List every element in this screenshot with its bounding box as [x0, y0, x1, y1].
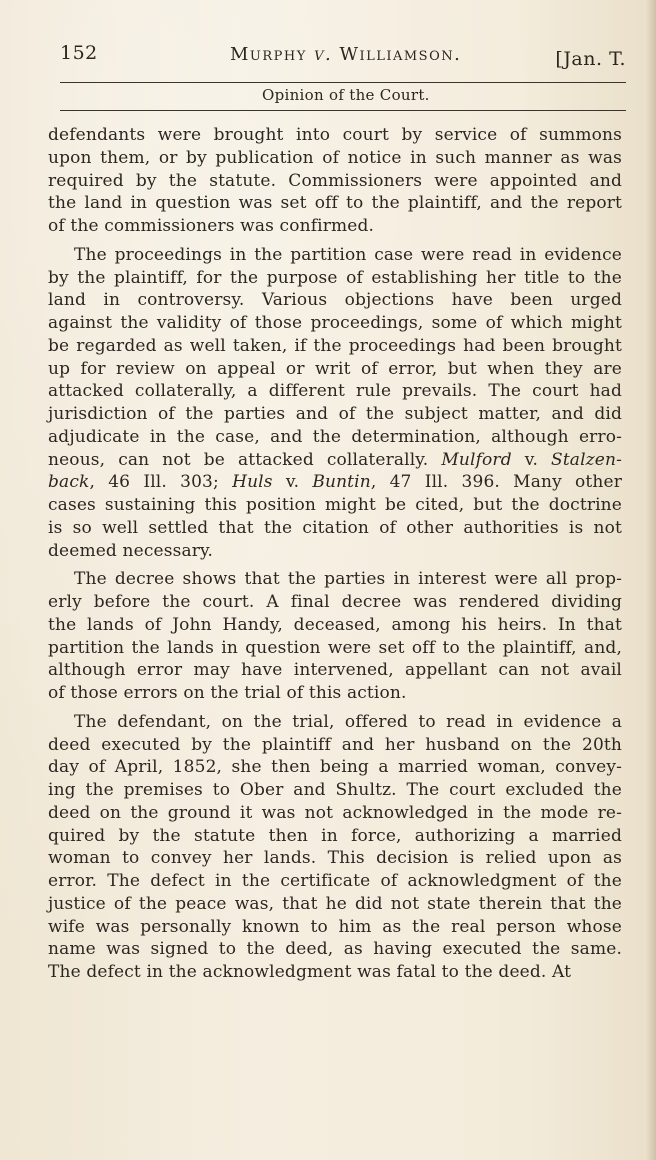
text-run: The proceedings in the partition case were read in evidence [74, 244, 622, 265]
text-run: The defect in the acknowledgment was fatal to the deed. At [48, 962, 572, 982]
text-line [48, 426, 622, 449]
text-run: v. [272, 472, 313, 493]
text-line [48, 637, 622, 660]
text-run: is so well settled that the citation of other authorities is not [48, 517, 622, 538]
case-citation-name: back [48, 472, 90, 493]
text-line [48, 961, 622, 984]
case-versus: v. [314, 44, 333, 65]
text-run: name was signed to the deed, as having executed the same. [48, 939, 622, 960]
text-run: of the commissioners was confirmed. [48, 216, 375, 236]
text-line [48, 403, 622, 426]
text-line [48, 289, 622, 312]
text-line [48, 591, 622, 614]
text-line [48, 192, 622, 215]
text-line [48, 244, 622, 267]
case-citation-name: Buntin [312, 472, 371, 493]
text-run: quired by the statute then in force, authorizing a married [48, 825, 622, 846]
text-line [48, 893, 622, 916]
text-line [48, 614, 622, 637]
section-heading: Opinion of the Court. [262, 86, 430, 104]
text-run: by the plaintiff, for the purpose of establishing her title to the [48, 267, 622, 288]
text-run: , 47 Ill. 396. Many other [370, 472, 622, 493]
text-run: ing the premises to Ober and Shultz. The court excluded the [48, 780, 622, 800]
text-run: wife was personally known to him as the real person whose [48, 916, 622, 937]
case-party-right: Williamson. [339, 44, 462, 65]
text-line [48, 267, 622, 290]
text-run: adjudicate in the case, and the determination, although erro- [48, 426, 622, 447]
text-line [48, 147, 622, 170]
text-run: cases sustaining this position might be cited, but the doctrine [48, 495, 622, 515]
text-run: be regarded as well taken, if the proceedings had been brought [48, 335, 622, 356]
text-line [48, 540, 622, 563]
text-line [48, 124, 622, 147]
running-head [60, 38, 626, 78]
text-run: attacked collaterally, a different rule prevails. The court had [48, 381, 622, 402]
text-line [48, 170, 622, 193]
text-line [48, 802, 622, 825]
text-line [48, 449, 622, 472]
case-party-left: Murphy [230, 44, 307, 65]
term-label: [Jan. T. [555, 48, 626, 70]
paragraph [48, 124, 622, 238]
text-run: although error may have intervened, appellant can not avail [48, 660, 622, 681]
text-run: of those errors on the trial of this action. [48, 683, 407, 703]
text-line [48, 938, 622, 961]
text-run: error. The defect in the certificate of acknowledgment of the [48, 871, 622, 891]
text-run: neous, can not be attacked collaterally. [48, 449, 442, 470]
text-line [48, 870, 622, 893]
header-rule-top [60, 82, 626, 83]
text-line [48, 494, 622, 517]
text-run: v. [511, 449, 552, 470]
text-run: deemed necessary. [48, 540, 214, 561]
text-run: woman to convey her lands. This decision is relied upon as [48, 848, 622, 869]
header-rule-bottom [60, 110, 626, 111]
text-line [48, 916, 622, 939]
page-number: 152 [60, 42, 98, 64]
text-line [48, 682, 622, 705]
case-citation-name: Huls [232, 472, 273, 493]
text-run: partition the lands in question were set off to the plaintiff, and, [48, 637, 622, 658]
text-line [48, 471, 622, 494]
text-run: deed executed by the plaintiff and her husband on the 20th [48, 734, 622, 755]
text-run: deed on the ground it was not acknowledged in the mode re- [48, 802, 622, 823]
text-run: The decree shows that the parties in interest were all prop- [74, 569, 622, 590]
text-run: the lands of John Handy, deceased, among his heirs. In that [48, 614, 622, 635]
opinion-text [48, 124, 622, 984]
text-line [48, 380, 622, 403]
text-run: the land in question was set off to the plaintiff, and the report [48, 193, 622, 214]
text-line [48, 779, 622, 802]
case-title [230, 44, 461, 65]
text-line [48, 215, 622, 238]
text-line [48, 711, 622, 734]
text-run: against the validity of those proceedings, some of which might [48, 313, 622, 333]
text-line [48, 825, 622, 848]
text-line [48, 659, 622, 682]
text-run: defendants were brought into court by service of summons [48, 125, 622, 145]
text-line [48, 358, 622, 381]
text-run: , 46 Ill. 303; [89, 472, 233, 493]
text-line [48, 756, 622, 779]
text-run: The defendant, on the trial, offered to read in evidence a [74, 711, 622, 732]
text-run: upon them, or by publication of notice in such manner as was [48, 147, 622, 168]
text-line [48, 568, 622, 591]
text-run: erly before the court. A final decree was rendered dividing [48, 592, 622, 612]
case-citation-name: Mulford [441, 449, 512, 470]
text-run: jurisdiction of the parties and of the subject matter, and did [48, 404, 622, 424]
text-run: justice of the peace was, that he did not state therein that the [48, 893, 622, 914]
text-line [48, 734, 622, 757]
text-run: up for review on appeal or writ of error, but when they are [48, 358, 622, 379]
case-citation-name: Stalzen- [551, 449, 622, 470]
text-line [48, 517, 622, 540]
text-run: land in controversy. Various objections have been urged [48, 290, 622, 311]
paragraph [48, 568, 622, 705]
text-line [48, 847, 622, 870]
page-edge-shadow [646, 0, 656, 1160]
paragraph [48, 244, 622, 563]
text-run: day of April, 1852, she then being a married woman, convey- [48, 757, 622, 778]
paragraph [48, 711, 622, 984]
text-line [48, 312, 622, 335]
text-line [48, 335, 622, 358]
text-run: required by the statute. Commissioners were appointed and [48, 170, 622, 191]
